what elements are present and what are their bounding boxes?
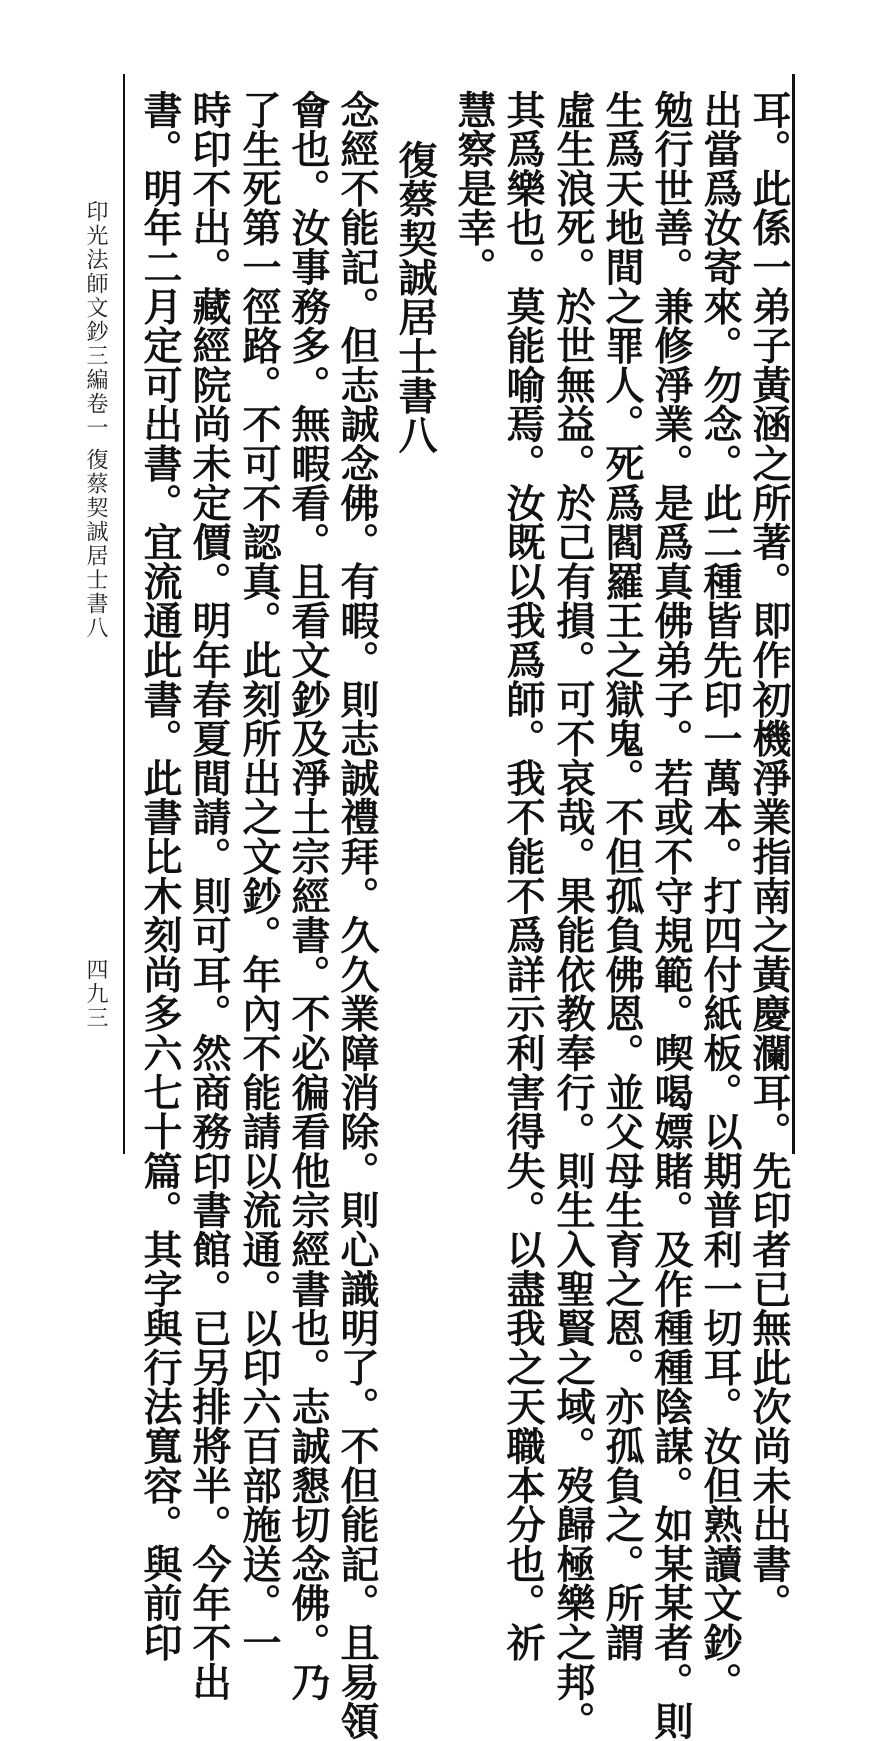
margin-letter-title: 復蔡契誠居士書八: [83, 448, 108, 640]
letter-heading: 復蔡契誠居士書八: [392, 140, 438, 455]
text-column-11: 了生死第一徑路。不可不認真。此刻所出之文鈔。年內不能請以流通。以印六百部施送。一: [236, 90, 282, 1662]
text-column-13: 書。明年二月定可出書。宜流通此書。此書比木刻尚多六七十篇。其字與行法寬容。與前印: [137, 90, 183, 1662]
text-column-5: 虛生浪死。於世無益。於己有損。可不哀哉。果能依教奉行。則生入聖賢之域。歿歸極樂之邦。: [550, 90, 596, 1741]
right-border-rule: [792, 74, 795, 1154]
text-column-9: 念經不能記。但志誠念佛。有暇。則志誠禮拜。久久業障消除。則心識明了。不但能記。且易領: [334, 90, 380, 1741]
margin-book-title: 印光法師文鈔三編卷一: [83, 200, 108, 440]
text-column-3: 勉行世善。兼修淨業。是爲真佛弟子。若或不守規範。喫喝嫖賭。及作種種陰謀。如某某者。則: [648, 90, 694, 1741]
text-column-4: 生爲天地間之罪人。死爲閻羅王之獄鬼。不但孤負佛恩。並父母生育之恩。亦孤負之。所謂: [599, 90, 645, 1662]
text-column-2: 出當爲汝寄來。勿念。此二種皆先印一萬本。打四付紙板。以期普利一切耳。汝但熟讀文鈔。: [697, 90, 743, 1702]
text-column-7: 慧察是幸。: [451, 90, 497, 287]
text-column-12: 時印不出。藏經院尚未定價。明年春夏間請。則可耳。然商務印書館。已另排將半。今年不出: [186, 90, 232, 1702]
text-column-6: 其爲樂也。莫能喻焉。汝既以我爲師。我不能不爲詳示利害得失。以盡我之天職本分也。祈: [500, 90, 546, 1662]
left-border-rule: [123, 74, 125, 1154]
margin-page-number: 四九三: [83, 958, 108, 1030]
text-column-10: 會也。汝事務多。無暇看。且看文鈔及淨土宗經書。不必徧看他宗經書也。志誠懇切念佛。乃: [285, 90, 331, 1702]
text-column-1: 耳。此係一弟子黃涵之所著。即作初機淨業指南之黃慶瀾耳。先印者已無此次尚未出書。: [746, 90, 792, 1623]
